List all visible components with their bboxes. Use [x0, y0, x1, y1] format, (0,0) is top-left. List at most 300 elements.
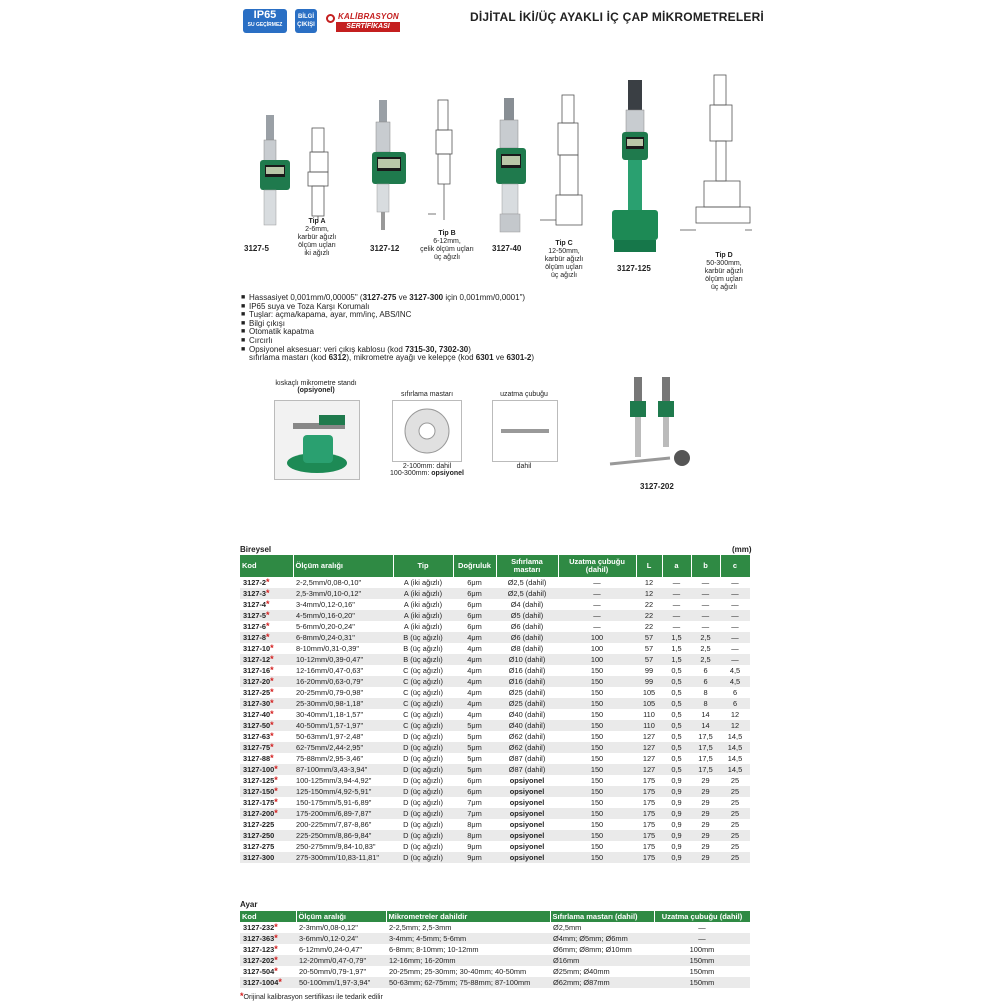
a-cell: 0,5 — [662, 720, 691, 731]
rod-cell: 150 — [558, 852, 636, 863]
range-cell: 16-20mm/0,63-0,79" — [293, 676, 393, 687]
a-cell: — — [672, 600, 681, 609]
master-cell: Ø16mm — [550, 955, 654, 966]
table-row — [240, 852, 750, 863]
master-cell: Ø87 (dahil) — [496, 764, 558, 775]
a-cell: 1,5 — [662, 654, 691, 665]
range-cell: 20-25mm/0,79-0,98" — [296, 688, 364, 697]
range-cell: 87-100mm/3,43-3,94" — [293, 764, 393, 775]
tip-c-title: Tip C — [555, 240, 573, 247]
star-icon: * — [274, 933, 278, 943]
code-text: 3127-200 — [243, 809, 275, 818]
header-l: L — [636, 555, 662, 577]
feature-item: ■ Cırcırlı — [241, 335, 273, 345]
c-cell: 25 — [730, 820, 740, 829]
micrometer-3127-125-image — [612, 80, 658, 252]
code-text: 3127-300 — [243, 853, 275, 862]
feature-item: ■ Hassasiyet 0,001mm/0,00005" (3127-275 ve 3127-300 için 0,001mm/0,0001") — [241, 293, 526, 302]
rod-cell: 150mm — [654, 977, 750, 988]
code-text: 3127-225 — [243, 820, 275, 829]
table-row — [240, 720, 750, 731]
b-cell: 29 — [691, 830, 720, 841]
accuracy-cell: 4μm — [467, 688, 482, 697]
b-cell: 6 — [691, 676, 720, 687]
b-cell: 2,5 — [691, 654, 720, 665]
star-icon: * — [274, 944, 278, 954]
rod-cell: 150 — [558, 742, 636, 753]
rod-cell: 150 — [590, 666, 604, 675]
c-cell: 14,5 — [720, 764, 750, 775]
rod-cell: 150 — [590, 842, 604, 851]
type-cell: C (üç ağızlı) — [403, 688, 443, 697]
rod-cell: 150 — [590, 776, 604, 785]
star-icon: * — [270, 643, 274, 653]
b-cell: — — [701, 578, 710, 587]
type-cell: B (üç ağızlı) — [403, 644, 443, 653]
range-cell: 6-12mm/0,24-0,47" — [299, 945, 363, 954]
range-cell: 12-16mm/0,47-0,63" — [296, 666, 364, 675]
tip-a-line3: ölçüm uçları — [298, 242, 336, 249]
code-cell — [240, 643, 293, 654]
type-cell: A (iki ağızlı) — [393, 588, 453, 599]
master-cell: opsiyonel — [496, 830, 558, 841]
tip-c-caption — [539, 240, 589, 280]
b-cell: 17,5 — [698, 754, 713, 763]
l-cell: 175 — [642, 798, 656, 807]
feature-bold: 7315-30, 7302-30 — [405, 344, 469, 354]
micrometer-3127-5-image — [260, 115, 290, 225]
l-cell: 175 — [642, 820, 656, 829]
code-cell — [240, 742, 293, 753]
code-cell — [240, 775, 293, 786]
accuracy-cell: 6μm — [467, 622, 482, 631]
micrometer-3127-12-image — [372, 100, 406, 230]
header-kod: Kod — [240, 911, 296, 922]
c-cell: — — [720, 588, 750, 599]
master-cell: Ø10 (dahil) — [496, 654, 558, 665]
feature-text: sıfırlama mastarı (kod — [249, 353, 329, 363]
code-cell — [240, 599, 293, 610]
feature-text: ve — [493, 353, 507, 363]
set-code-3127-202: 3127-202 — [640, 482, 674, 491]
master-cell: Ø2,5 (dahil) — [507, 578, 547, 587]
calibration-label: KALİBRASYON — [338, 12, 399, 21]
master-cell: Ø40 (dahil) — [496, 720, 558, 731]
table-row — [240, 753, 750, 764]
rod-cell: — — [558, 610, 636, 621]
master-cell: opsiyonel — [509, 842, 545, 851]
code-cell — [240, 922, 296, 933]
code-text: 3127-50 — [243, 721, 271, 730]
included-cell: 6-8mm; 8-10mm; 10-12mm — [389, 945, 479, 954]
master-cell: Ø62mm; Ø87mm — [550, 977, 654, 988]
header-master: Sıfırlama mastarı (dahil) — [550, 911, 654, 922]
table-row — [240, 621, 750, 632]
table-row — [240, 588, 750, 599]
code-cell — [240, 966, 296, 977]
header-master: Sıfırlama mastarı — [496, 555, 558, 577]
code-text: 3127-100 — [243, 765, 275, 774]
star-icon: * — [270, 753, 274, 763]
stand-optional: (opsiyonel) — [297, 387, 335, 394]
model-code-3127-40: 3127-40 — [492, 244, 522, 253]
range-cell: 10-12mm/0,39-0,47" — [293, 654, 393, 665]
code-text: 3127-20 — [243, 677, 271, 686]
c-cell: — — [731, 600, 739, 609]
code-text: 3127-125 — [243, 776, 275, 785]
code-text: 3127-16 — [243, 666, 271, 675]
accuracy-cell: 4μm — [453, 676, 496, 687]
l-cell: 105 — [642, 688, 656, 697]
master-cell: opsiyonel — [509, 776, 545, 785]
c-cell: 4,5 — [720, 676, 750, 687]
table-row — [240, 977, 750, 988]
stand-label-text: kıskaçlı mikrometre standı — [275, 380, 357, 387]
rod-cell: — — [698, 923, 706, 932]
b-cell: 17,5 — [691, 742, 720, 753]
feature-item — [241, 354, 741, 363]
feature-item: ■ Bilgi çıkışı — [241, 318, 286, 328]
star-icon: * — [266, 632, 270, 642]
b-cell: — — [701, 622, 710, 631]
code-cell — [240, 797, 293, 808]
c-cell: — — [720, 654, 750, 665]
accuracy-cell: 4μm — [467, 710, 482, 719]
c-cell: 25 — [720, 852, 750, 863]
accuracy-cell: 8μm — [467, 820, 482, 829]
code-text: 3127-150 — [243, 787, 275, 796]
rod-cell: 150 — [558, 764, 636, 775]
tip-c-line1: 12-50mm, — [548, 248, 580, 255]
rod-cell: 150 — [558, 720, 636, 731]
accuracy-cell: 4μm — [467, 666, 482, 675]
type-cell: A (iki ağızlı) — [403, 578, 443, 587]
master-cell: Ø4 (dahil) — [510, 600, 544, 609]
a-cell: 0,5 — [671, 754, 682, 763]
star-icon: * — [274, 922, 278, 932]
tip-a-line1: 2-6mm, — [305, 226, 329, 233]
star-icon: * — [266, 588, 270, 598]
c-cell: 14,5 — [727, 754, 743, 763]
range-cell: 4-5mm/0,16-0,20" — [293, 610, 393, 621]
range-cell: 75-88mm/2,95-3,46" — [296, 754, 364, 763]
rod-cell: 100 — [558, 632, 636, 643]
tip-c-drawing — [540, 95, 582, 225]
range-cell: 2,5-3mm/0,10-0,12" — [293, 588, 393, 599]
l-cell: 12 — [644, 578, 654, 587]
code-text: 3127-6 — [243, 622, 267, 631]
range-cell: 20-50mm/0,79-1,97" — [299, 967, 367, 976]
range-cell: 125-150mm/4,92-5,91" — [293, 786, 393, 797]
rod-cell: 150 — [590, 820, 604, 829]
code-text: 3127-12 — [243, 655, 271, 664]
table-row — [240, 944, 750, 955]
l-cell: 57 — [644, 644, 654, 653]
a-cell: 0,5 — [671, 688, 682, 697]
range-cell: 2-2,5mm/0,08-0,10" — [296, 578, 362, 587]
master-cell: Ø87 (dahil) — [508, 754, 546, 763]
feature-text: Opsiyonel aksesuar: veri çıkış kablosu (kod — [249, 344, 406, 354]
a-cell: 0,5 — [662, 742, 691, 753]
range-cell: 250-275mm/9,84-10,83" — [296, 842, 376, 851]
table-row — [240, 665, 750, 676]
l-cell: 175 — [642, 842, 656, 851]
code-cell — [240, 841, 293, 852]
feature-text: Hassasiyet 0,001mm/0,00005" ( — [249, 293, 363, 302]
range-cell: 175-200mm/6,89-7,87" — [293, 808, 393, 819]
range-cell: 40-50mm/1,57-1,97" — [293, 720, 393, 731]
accuracy-cell: 8μm — [453, 830, 496, 841]
star-icon: * — [270, 654, 274, 664]
rod-cell: 100 — [558, 654, 636, 665]
accuracy-cell: 7μm — [467, 798, 482, 807]
master-cell: Ø16 (dahil) — [496, 676, 558, 687]
rod-note: dahil — [516, 463, 532, 470]
master-cell: Ø62 (dahil) — [508, 732, 546, 741]
type-cell: A (iki ağızlı) — [393, 610, 453, 621]
range-cell: 3-4mm/0,12-0,16" — [296, 600, 355, 609]
master-cell: Ø25 (dahil) — [496, 698, 558, 709]
range-cell: 6-8mm/0,24-0,31" — [293, 632, 393, 643]
accuracy-cell: 4μm — [453, 698, 496, 709]
l-cell: 105 — [636, 698, 662, 709]
extension-rod-image — [492, 400, 558, 462]
type-cell: A (iki ağızlı) — [403, 622, 443, 631]
star-icon: * — [274, 764, 278, 774]
code-cell — [240, 676, 293, 687]
code-text: 3127-30 — [243, 699, 271, 708]
c-cell: 25 — [730, 776, 740, 785]
rod-cell: 150 — [558, 830, 636, 841]
page-title: DİJİTAL İKİ/ÜÇ AYAKLI İÇ ÇAP MİKROMETRELERİ — [470, 10, 764, 24]
code-cell — [240, 720, 293, 731]
star-icon: * — [270, 720, 274, 730]
c-cell: 6 — [720, 698, 750, 709]
star-icon: * — [266, 621, 270, 631]
accuracy-cell: 5μm — [453, 742, 496, 753]
code-cell — [240, 632, 293, 643]
code-text: 3127-88 — [243, 754, 271, 763]
stand-image — [274, 400, 360, 480]
code-cell — [240, 665, 293, 676]
master-cell: opsiyonel — [509, 820, 545, 829]
header-a: a — [662, 555, 691, 577]
table-row — [240, 786, 750, 797]
table-row — [240, 654, 750, 665]
table-row — [240, 698, 750, 709]
a-cell: 0,9 — [671, 776, 682, 785]
range-cell: 8-10mm/0,31-0,39" — [296, 644, 360, 653]
b-cell: 17,5 — [691, 764, 720, 775]
code-text: 3127-5 — [243, 611, 267, 620]
range-cell: 25-30mm/0,98-1,18" — [293, 698, 393, 709]
c-cell: — — [731, 622, 739, 631]
rod-cell: 150 — [558, 698, 636, 709]
range-cell: 30-40mm/1,18-1,57" — [296, 710, 364, 719]
star-icon: * — [270, 676, 274, 686]
feature-item: ■ IP65 suya ve Toza Karşı Korumalı — [241, 301, 370, 311]
c-cell: 25 — [720, 786, 750, 797]
a-cell: 0,9 — [662, 786, 691, 797]
header-kod: Kod — [240, 555, 293, 577]
feature-bold: 6312 — [328, 353, 347, 363]
feature-bold: 6301 — [475, 353, 494, 363]
tip-a-line2: karbür ağızlı — [297, 234, 337, 241]
feature-text: Bilgi çıkışı — [249, 318, 286, 328]
type-cell: C (üç ağızlı) — [393, 720, 453, 731]
header-accuracy: Doğruluk — [453, 555, 496, 577]
type-cell: D (üç ağızlı) — [393, 852, 453, 863]
header-range: Ölçüm aralığı — [293, 555, 393, 577]
table-row — [240, 610, 750, 621]
tip-c-line3: ölçüm uçları — [545, 264, 583, 271]
star-icon: * — [270, 742, 274, 752]
range-cell: 62-75mm/2,44-2,95" — [293, 742, 393, 753]
feature-bold: 3127-275 — [362, 293, 397, 302]
rod-cell: 150 — [590, 710, 604, 719]
l-cell: 127 — [636, 742, 662, 753]
l-cell: 127 — [636, 764, 662, 775]
master-note-included: 2-100mm: dahil — [402, 463, 452, 470]
l-cell: 99 — [644, 666, 654, 675]
table-row — [240, 764, 750, 775]
c-cell: — — [720, 632, 750, 643]
feature-text: ) — [468, 344, 471, 354]
l-cell: 175 — [636, 852, 662, 863]
rod-cell: 150mm — [689, 967, 715, 976]
b-cell: 14 — [691, 720, 720, 731]
tip-d-caption — [696, 252, 752, 292]
star-icon: * — [266, 599, 270, 609]
master-cell: Ø40 (dahil) — [508, 710, 546, 719]
master-cell: Ø25mm; Ø40mm — [553, 967, 610, 976]
accuracy-cell: 6μm — [453, 610, 496, 621]
c-cell: 6 — [732, 688, 738, 697]
master-cell: Ø6mm; Ø8mm; Ø10mm — [553, 945, 632, 954]
model-code-3127-12: 3127-12 — [370, 244, 400, 253]
range-cell: 3-6mm/0,12-0,24" — [296, 933, 386, 944]
type-cell: B (üç ağızlı) — [393, 632, 453, 643]
type-cell: C (üç ağızlı) — [403, 666, 443, 675]
b-cell: 14 — [701, 710, 710, 719]
feature-text: Cırcırlı — [249, 335, 273, 345]
l-cell: 57 — [636, 632, 662, 643]
range-cell: 12-20mm/0,47-0,79" — [296, 955, 386, 966]
a-cell: — — [672, 578, 681, 587]
rod-cell: 150 — [590, 754, 604, 763]
c-cell: 25 — [730, 842, 740, 851]
master-cell: Ø4mm; Ø5mm; Ø6mm — [550, 933, 654, 944]
master-note-optional: opsiyonel — [431, 470, 464, 477]
master-cell: Ø8 (dahil) — [510, 644, 544, 653]
type-cell: B (üç ağızlı) — [393, 654, 453, 665]
code-text: 3127-25 — [243, 688, 271, 697]
l-cell: 127 — [642, 754, 656, 763]
star-icon: * — [270, 731, 274, 741]
code-cell — [240, 621, 293, 632]
rod-cell: 150 — [558, 786, 636, 797]
model-code-3127-5: 3127-5 — [244, 244, 269, 253]
tip-b-line2: çelik ölçüm uçları — [420, 246, 474, 253]
code-cell — [240, 753, 293, 764]
code-cell — [240, 709, 293, 720]
table-row — [240, 819, 750, 830]
code-text: 3127-250 — [243, 831, 275, 840]
tip-b-line3: üç ağızlı — [433, 254, 461, 261]
rod-cell: 150 — [558, 676, 636, 687]
a-cell: 0,9 — [671, 842, 682, 851]
certificate-label: SERTİFİKASI — [336, 22, 400, 32]
b-cell: 29 — [691, 808, 720, 819]
b-cell: — — [691, 610, 720, 621]
table-row — [240, 577, 750, 588]
set-table — [240, 911, 751, 988]
accuracy-cell: 5μm — [467, 754, 482, 763]
rod-cell: 150 — [558, 808, 636, 819]
header-type: Tip — [393, 555, 453, 577]
c-cell: 25 — [720, 808, 750, 819]
accuracy-cell: 4μm — [453, 632, 496, 643]
c-cell: 25 — [720, 830, 750, 841]
code-text: 3127-123 — [243, 945, 275, 954]
code-text: 3127-8 — [243, 633, 267, 642]
data-output-badge: BİLGİ ÇIKIŞI — [295, 9, 317, 33]
type-cell: D (üç ağızlı) — [393, 742, 453, 753]
included-cell: 3-4mm; 4-5mm; 5-6mm — [386, 933, 550, 944]
master-cell: Ø16 (dahil) — [508, 666, 546, 675]
type-cell: D (üç ağızlı) — [403, 798, 443, 807]
star-icon: * — [270, 687, 274, 697]
l-cell: 22 — [636, 610, 662, 621]
range-cell: 275-300mm/10,83-11,81" — [293, 852, 393, 863]
c-cell: 14,5 — [727, 732, 743, 741]
a-cell: 0,9 — [671, 798, 682, 807]
ip65-sub: SU GEÇİRMEZ — [247, 22, 283, 28]
code-cell — [240, 577, 293, 588]
table-row — [240, 933, 750, 944]
table-row — [240, 808, 750, 819]
a-cell: 0,9 — [662, 808, 691, 819]
table-header-row — [240, 555, 750, 577]
c-cell: 4,5 — [729, 666, 741, 675]
l-cell: 57 — [636, 654, 662, 665]
type-cell: D (üç ağızlı) — [393, 808, 453, 819]
code-cell — [240, 955, 296, 966]
tip-d-line2: karbür ağızlı — [704, 268, 744, 275]
code-cell — [240, 808, 293, 819]
master-cell: Ø25 (dahil) — [508, 688, 546, 697]
table-row — [240, 966, 750, 977]
code-text: 3127-63 — [243, 732, 271, 741]
header-included: Mikrometreler dahildir — [386, 911, 550, 922]
range-cell: 150-175mm/5,91-6,89" — [296, 798, 372, 807]
code-text: 3127-363 — [243, 934, 275, 943]
l-cell: 175 — [636, 830, 662, 841]
header-rod: Uzatma çubuğu (dahil) — [654, 911, 750, 922]
a-cell: 0,9 — [662, 830, 691, 841]
master-cell: opsiyonel — [496, 852, 558, 863]
l-cell: 22 — [644, 600, 654, 609]
feature-bold: 3127-300 — [409, 293, 444, 302]
b-cell: 29 — [701, 776, 710, 785]
star-icon: * — [266, 577, 270, 587]
type-cell: C (üç ağızlı) — [393, 698, 453, 709]
c-cell: 12 — [720, 720, 750, 731]
code-text: 3127-202 — [243, 956, 275, 965]
l-cell: 175 — [636, 786, 662, 797]
accuracy-cell: 5μm — [467, 732, 482, 741]
l-cell: 175 — [642, 776, 656, 785]
